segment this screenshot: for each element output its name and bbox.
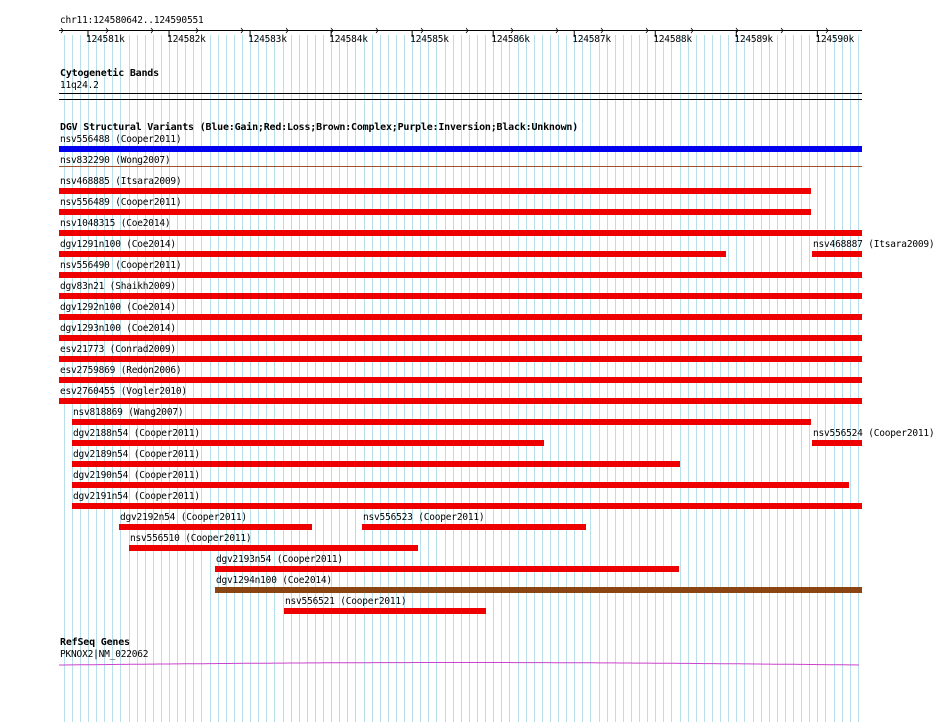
variant-label[interactable]: dgv2188n54 (Cooper2011) <box>73 428 200 439</box>
variant-label[interactable]: nsv468887 (Itsara2009) <box>813 239 934 250</box>
variant-label[interactable]: dgv1294n100 (Coe2014) <box>216 575 332 586</box>
variant-label[interactable]: dgv83n21 (Shaikh2009) <box>60 281 176 292</box>
refseq-track-title: RefSeq Genes <box>60 637 130 648</box>
variant-bar-loss[interactable] <box>59 188 811 194</box>
variant-bar-loss[interactable] <box>59 314 862 320</box>
variant-label[interactable]: esv2759869 (Redon2006) <box>60 365 182 376</box>
variant-bar-loss[interactable] <box>119 524 312 530</box>
variant-bar-loss[interactable] <box>72 440 544 446</box>
ruler-tick-label: 124589k <box>734 34 773 45</box>
variant-bar-loss[interactable] <box>59 272 862 278</box>
variant-bar-loss[interactable] <box>72 461 680 467</box>
variant-bar-loss[interactable] <box>59 335 862 341</box>
variant-label[interactable]: nsv556510 (Cooper2011) <box>130 533 252 544</box>
variant-label[interactable]: dgv1293n100 (Coe2014) <box>60 323 176 334</box>
variant-label[interactable]: dgv2192n54 (Cooper2011) <box>120 512 247 523</box>
ruler-tick-label: 124582k <box>167 34 206 45</box>
variant-label[interactable]: nsv556489 (Cooper2011) <box>60 197 182 208</box>
ruler-tick-label: 124584k <box>329 34 368 45</box>
ruler-tick-label: 124585k <box>410 34 449 45</box>
variant-bar-complex[interactable] <box>215 587 862 593</box>
refseq-gene-line <box>59 663 859 666</box>
variant-label[interactable]: esv2760455 (Vogler2010) <box>60 386 187 397</box>
variant-bar-loss[interactable] <box>59 251 726 257</box>
variant-label[interactable]: nsv556490 (Cooper2011) <box>60 260 182 271</box>
variant-bar-loss[interactable] <box>59 209 811 215</box>
variant-bar-loss[interactable] <box>59 398 862 404</box>
variant-bar-loss[interactable] <box>72 503 862 509</box>
variant-label[interactable]: nsv468885 (Itsara2009) <box>60 176 182 187</box>
cytoband-bar-top <box>59 93 862 94</box>
variant-bar-loss[interactable] <box>362 524 586 530</box>
dgv-track-title: DGV Structural Variants (Blue:Gain;Red:Loss;Brown:Complex;Purple:Inversion;Black:Unknown) <box>60 122 579 133</box>
variant-label[interactable]: dgv2190n54 (Cooper2011) <box>73 470 200 481</box>
variant-label[interactable]: nsv556488 (Cooper2011) <box>60 134 182 145</box>
refseq-gene-label[interactable]: PKNOX2|NM_022062 <box>60 649 149 660</box>
cytoband-track-title: Cytogenetic Bands <box>60 68 159 79</box>
ruler-tick-label: 124587k <box>572 34 611 45</box>
variant-label[interactable]: dgv2193n54 (Cooper2011) <box>216 554 343 565</box>
ruler-tick-label: 124586k <box>491 34 530 45</box>
variant-label[interactable]: esv21773 (Conrad2009) <box>60 344 176 355</box>
cytoband-bar-bottom <box>59 99 862 100</box>
ruler-tick-label: 124588k <box>653 34 692 45</box>
variant-bar-loss[interactable] <box>72 419 811 425</box>
variant-label[interactable]: nsv832290 (Wong2007) <box>60 155 171 166</box>
variant-bar-loss[interactable] <box>72 482 849 488</box>
variant-bar-neutral[interactable] <box>59 166 862 167</box>
variant-label[interactable]: nsv556524 (Cooper2011) <box>813 428 934 439</box>
locus-label: chr11:124580642..124590551 <box>60 15 204 26</box>
variant-label[interactable]: dgv1292n100 (Coe2014) <box>60 302 176 313</box>
variant-label[interactable]: dgv1291n100 (Coe2014) <box>60 239 176 250</box>
variant-bar-loss[interactable] <box>812 440 862 446</box>
variant-label[interactable]: nsv818869 (Wang2007) <box>73 407 184 418</box>
variant-bar-gain[interactable] <box>59 146 862 152</box>
ruler-tick-label: 124590k <box>815 34 854 45</box>
variant-label[interactable]: nsv1048315 (Coe2014) <box>60 218 171 229</box>
cytoband-label: 11q24.2 <box>60 80 99 91</box>
variant-bar-loss[interactable] <box>59 293 862 299</box>
ruler-tick-label: 124583k <box>248 34 287 45</box>
variant-label[interactable]: nsv556521 (Cooper2011) <box>285 596 407 607</box>
ruler-tick-label: 124581k <box>86 34 125 45</box>
variant-bar-loss[interactable] <box>284 608 486 614</box>
variant-label[interactable]: dgv2191n54 (Cooper2011) <box>73 491 200 502</box>
variant-bar-loss[interactable] <box>129 545 418 551</box>
variant-bar-loss[interactable] <box>59 377 862 383</box>
variant-bar-loss[interactable] <box>812 251 862 257</box>
variant-label[interactable]: nsv556523 (Cooper2011) <box>363 512 485 523</box>
variant-label[interactable]: dgv2189n54 (Cooper2011) <box>73 449 200 460</box>
variant-bar-loss[interactable] <box>59 230 862 236</box>
variant-bar-loss[interactable] <box>215 566 679 572</box>
variant-bar-loss[interactable] <box>59 356 862 362</box>
